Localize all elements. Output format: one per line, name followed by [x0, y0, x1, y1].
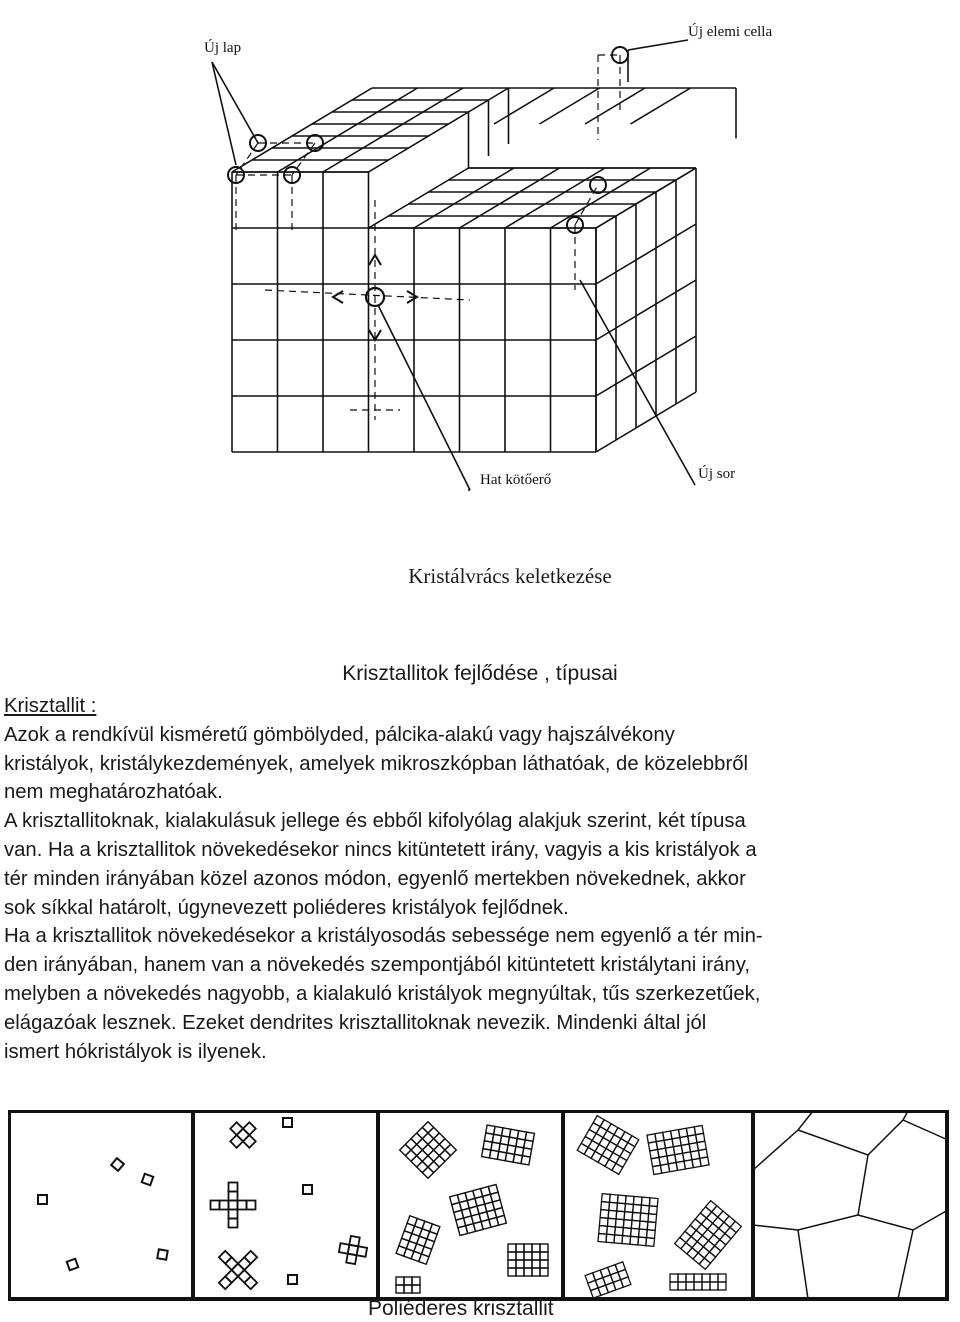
crystal-cell: [598, 1233, 607, 1242]
lattice-edge: [460, 168, 560, 228]
crystal-cell: [396, 1277, 404, 1285]
crystal-cell: [339, 1243, 349, 1253]
crystal-cell: [603, 1131, 614, 1142]
text-line: den irányában, hanem van a növekedés szempontjából kitüntetett kristálytani irány,: [4, 954, 750, 977]
crystal-cell: [691, 1230, 702, 1241]
crystal-cell: [630, 1236, 639, 1245]
crystal-cell: [584, 1147, 595, 1158]
crystal-cell: [613, 1146, 624, 1157]
grain-boundary: [798, 1111, 908, 1155]
crystal-cell: [632, 1212, 641, 1221]
crystal-cell: [422, 1144, 433, 1155]
crystal-cell: [532, 1260, 540, 1268]
crystal-cell: [599, 1138, 610, 1149]
crystal-cell: [428, 1127, 439, 1138]
grain-boundary: [753, 1155, 868, 1230]
crystal-cell: [540, 1260, 548, 1268]
crystal-cell: [695, 1213, 706, 1224]
crystal-lattice-figure: [170, 0, 810, 510]
crystal-cell: [540, 1252, 548, 1260]
crystal-cell: [607, 1124, 618, 1135]
lattice-edge: [596, 168, 696, 228]
crystal-cell: [346, 1254, 356, 1264]
crystal-cell: [678, 1282, 686, 1290]
crystal-cell: [610, 1135, 621, 1146]
crystal-cell: [357, 1246, 367, 1256]
crystal-cell: [706, 1201, 717, 1212]
crystal-cell: [714, 1228, 725, 1239]
crystal-cell: [508, 1268, 516, 1276]
dashed-guide: [575, 185, 598, 225]
lattice-edge: [369, 168, 469, 228]
lattice-edge: [540, 88, 600, 124]
figure-caption-polyhedral: Poliéderes krisztallit: [368, 1297, 554, 1320]
crystal-cell: [621, 1277, 631, 1287]
crystal-cell: [647, 1230, 656, 1239]
crystal-cell: [508, 1260, 516, 1268]
crystal-cell: [220, 1201, 229, 1210]
crystal-cell: [595, 1144, 606, 1155]
crystal-cell: [238, 1201, 247, 1210]
text-line: kristályok, kristálykezdemények, amelyek mikroszkópban láthatóak, de közelebbről: [4, 752, 748, 775]
crystal-cell: [588, 1140, 599, 1151]
crystal-cell: [693, 1253, 704, 1264]
nucleus: [111, 1158, 124, 1171]
crystal-cell: [439, 1139, 450, 1150]
crystal-cell: [730, 1221, 741, 1232]
crystal-cell: [702, 1274, 710, 1282]
label-new-row: Új sor: [698, 466, 736, 482]
crystal-cell: [709, 1246, 720, 1257]
leader-line: [580, 280, 695, 485]
crystal-cell: [670, 1282, 678, 1290]
term-krisztallit: Krisztallit :: [4, 695, 97, 717]
crystal-cell: [417, 1150, 428, 1161]
crystal-cell: [631, 1220, 640, 1229]
crystal-cell: [692, 1242, 703, 1253]
crystal-cell: [596, 1127, 607, 1138]
crystal-cell: [624, 1212, 633, 1221]
crystal-cell: [622, 1236, 631, 1245]
crystal-cell: [445, 1144, 456, 1155]
crystal-cell: [607, 1218, 616, 1227]
crystal-grain: [670, 1274, 726, 1290]
crystal-cell: [516, 1268, 524, 1276]
crystal-grain: [577, 1116, 639, 1175]
crystal-cell: [605, 1159, 616, 1170]
crystal-cell: [225, 1257, 238, 1270]
crystal-grain: [400, 1122, 457, 1179]
stage-panels: [9, 1111, 948, 1302]
label-six-bonds: Hat kötőerő: [480, 472, 552, 488]
crystal-grain: [396, 1216, 440, 1265]
crystal-cell: [631, 1228, 640, 1237]
crystal-cell: [247, 1201, 256, 1210]
crystal-cell: [686, 1274, 694, 1282]
crystal-cell: [641, 1197, 650, 1206]
crystal-cluster: [337, 1234, 368, 1265]
crystal-cell: [609, 1194, 618, 1203]
crystal-cell: [508, 1252, 516, 1260]
crystal-cell: [649, 1198, 658, 1207]
crystal-cell: [617, 1139, 628, 1150]
crystal-cell: [428, 1139, 439, 1150]
text-line: melyben a növekedés nagyobb, a kialakuló kristályok megnyúltak, tűs szerkezetűek,: [4, 982, 761, 1005]
figure-frame: [9, 1111, 947, 1299]
text-line: Azok a rendkívül kisméretű gömbölyded, pálcika-alakú vagy hajszálvékony: [4, 723, 675, 746]
crystal-cell: [516, 1260, 524, 1268]
crystal-cell: [349, 1236, 359, 1246]
arrow-head: [333, 291, 343, 303]
crystal-grain: [396, 1277, 420, 1293]
crystal-cell: [229, 1192, 238, 1201]
crystal-cell: [524, 1252, 532, 1260]
crystal-cell: [625, 1204, 634, 1213]
text-line: sok síkkal határolt, úgynevezett poliéderes kristályok fejlődnek.: [4, 896, 569, 919]
crystal-cell: [585, 1130, 596, 1141]
crystal-cell: [617, 1203, 626, 1212]
crystal-grain: [482, 1125, 535, 1165]
crystal-cell: [687, 1248, 698, 1259]
crystal-cell: [623, 1228, 632, 1237]
body-text: [4, 692, 954, 1066]
nucleus: [67, 1259, 79, 1271]
text-line: ismert hókristályok is ilyenek.: [4, 1040, 267, 1063]
crystal-cell: [400, 1144, 411, 1155]
nucleus: [283, 1118, 292, 1127]
crystal-cell: [422, 1156, 433, 1167]
crystal-cell: [638, 1237, 647, 1246]
crystal-cell: [238, 1257, 251, 1270]
crystal-cell: [621, 1132, 632, 1143]
crystal-cell: [230, 1122, 243, 1135]
crystal-cell: [685, 1225, 696, 1236]
crystal-cell: [680, 1231, 691, 1242]
crystal-cell: [577, 1143, 588, 1154]
crystal-cell: [439, 1150, 450, 1161]
lattice-edge: [596, 280, 696, 340]
crystal-cell: [707, 1212, 718, 1223]
crystal-cell: [581, 1136, 592, 1147]
crystal-cell: [718, 1282, 726, 1290]
crystal-cluster: [211, 1183, 256, 1228]
text-line: elágazóak lesznek. Ezeket dendrites krisztallitoknak nevezik. Mindenki által jól: [4, 1011, 707, 1034]
leader-line: [212, 62, 258, 143]
crystal-cell: [600, 1120, 611, 1131]
crystal-cell: [616, 1211, 625, 1220]
grain-boundary: [798, 1230, 808, 1299]
crystal-cell: [591, 1151, 602, 1162]
crystal-cell: [232, 1264, 245, 1277]
crystal-cell: [524, 1268, 532, 1276]
crystal-cell: [649, 1206, 658, 1215]
crystal-grain: [450, 1184, 507, 1235]
crystal-cell: [497, 1215, 507, 1225]
crystal-cell: [686, 1236, 697, 1247]
crystal-cell: [405, 1150, 416, 1161]
lattice-edge: [596, 392, 696, 452]
crystal-cell: [646, 1238, 655, 1247]
crystal-cell: [699, 1258, 710, 1269]
crystal-cell: [412, 1285, 420, 1293]
leader-line: [378, 305, 470, 490]
crystal-cell: [606, 1142, 617, 1153]
crystal-cell: [608, 1210, 617, 1219]
crystal-cell: [434, 1156, 445, 1167]
crystal-cell: [718, 1274, 726, 1282]
crystal-cell: [417, 1127, 428, 1138]
definition-term: [4, 692, 954, 721]
crystal-cell: [715, 1240, 726, 1251]
grain-boundary: [753, 1111, 813, 1170]
crystal-cell: [516, 1244, 524, 1252]
crystal-cell: [412, 1277, 420, 1285]
crystal-cell: [598, 1155, 609, 1166]
crystallization-stages-figure: [8, 1110, 958, 1305]
crystal-cell: [599, 1218, 608, 1227]
lattice-edge: [596, 224, 696, 284]
crystal-cell: [607, 1226, 616, 1235]
nucleus: [157, 1249, 167, 1259]
crystal-cell: [639, 1229, 648, 1238]
crystal-cell: [702, 1229, 713, 1240]
crystal-cell: [701, 1218, 712, 1229]
crystal-cell: [694, 1274, 702, 1282]
crystal-cell: [244, 1251, 257, 1264]
crystal-cell: [532, 1244, 540, 1252]
crystal-cell: [724, 1216, 735, 1227]
crystal-cell: [405, 1139, 416, 1150]
crystal-cell: [419, 1254, 429, 1264]
crystal-cell: [540, 1268, 548, 1276]
crystal-cell: [524, 1244, 532, 1252]
crystal-cell: [703, 1241, 714, 1252]
crystal-cell: [599, 1226, 608, 1235]
crystal-cell: [718, 1211, 729, 1222]
crystal-cell: [698, 1247, 709, 1258]
crystal-cell: [641, 1205, 650, 1214]
crystal-cell: [404, 1285, 412, 1293]
crystal-cell: [612, 1163, 623, 1174]
crystal-cell: [640, 1213, 649, 1222]
crystal-cell: [422, 1133, 433, 1144]
crystal-cell: [243, 1122, 256, 1135]
crystal-cell: [639, 1221, 648, 1230]
crystal-cell: [540, 1244, 548, 1252]
lattice-edge: [596, 336, 696, 396]
crystal-cell: [620, 1150, 631, 1161]
crystal-cell: [616, 1156, 627, 1167]
crystal-cell: [238, 1270, 251, 1283]
crystal-cell: [230, 1135, 243, 1148]
crystal-cell: [417, 1139, 428, 1150]
crystal-cell: [508, 1244, 516, 1252]
crystal-cell: [609, 1152, 620, 1163]
label-new-unit-cell: Új elemi cella: [688, 24, 773, 40]
crystal-cell: [428, 1161, 439, 1172]
crystal-cell: [219, 1251, 232, 1264]
crystal-cell: [647, 1222, 656, 1231]
crystal-cell: [600, 1210, 609, 1219]
lattice-drawing: [212, 40, 736, 490]
crystal-cell: [623, 1220, 632, 1229]
crystal-cell: [625, 1196, 634, 1205]
crystal-cell: [690, 1219, 701, 1230]
crystal-cell: [434, 1144, 445, 1155]
crystal-cell: [725, 1227, 736, 1238]
crystal-cell: [648, 1214, 657, 1223]
text-line: nem meghatározhatóak.: [4, 781, 223, 804]
crystal-cell: [601, 1202, 610, 1211]
crystal-cell: [712, 1206, 723, 1217]
crystal-cluster: [206, 1238, 270, 1302]
nucleus: [38, 1195, 47, 1204]
crystal-cell: [521, 1156, 530, 1165]
crystal-cell: [411, 1144, 422, 1155]
crystal-cell: [702, 1282, 710, 1290]
crystal-cell: [417, 1161, 428, 1172]
grain-boundary: [903, 1120, 948, 1140]
crystal-cell: [704, 1252, 715, 1263]
crystal-cell: [589, 1123, 600, 1134]
figure-caption-lattice: Kristálvrács keletkezése: [408, 564, 612, 588]
crystal-cell: [708, 1235, 719, 1246]
crystal-cell: [219, 1276, 232, 1289]
crystal-cell: [229, 1183, 238, 1192]
crystal-cell: [422, 1122, 433, 1133]
crystal-cell: [404, 1277, 412, 1285]
crystal-cell: [713, 1217, 724, 1228]
crystal-cell: [681, 1243, 692, 1254]
lattice-edge: [414, 168, 514, 228]
crystal-cell: [237, 1129, 250, 1142]
crystal-cell: [243, 1135, 256, 1148]
crystal-cell: [675, 1237, 686, 1248]
crystal-cell: [633, 1196, 642, 1205]
crystal-cell: [617, 1195, 626, 1204]
crystal-cell: [428, 1150, 439, 1161]
lattice-edge: [631, 88, 691, 124]
crystal-cell: [609, 1202, 618, 1211]
label-new-face: Új lap: [204, 40, 242, 56]
crystal-cell: [710, 1282, 718, 1290]
lattice-edge: [585, 88, 645, 124]
text-line: tér minden irányában közel azonos módon, egyenlő mertekben növekednek, akkor: [4, 867, 746, 890]
crystal-cell: [719, 1222, 730, 1233]
crystal-cell: [229, 1219, 238, 1228]
crystal-cell: [697, 1235, 708, 1246]
section-title: Krisztallitok fejlődése , típusai: [342, 662, 618, 685]
crystal-cluster: [224, 1116, 262, 1154]
crystal-cell: [700, 1207, 711, 1218]
crystal-cell: [211, 1201, 220, 1210]
crystal-cell: [606, 1234, 615, 1243]
crystal-cell: [593, 1116, 604, 1127]
crystal-cell: [615, 1227, 624, 1236]
crystal-cell: [708, 1223, 719, 1234]
crystal-cell: [602, 1194, 611, 1203]
leader-line: [212, 62, 236, 165]
crystal-cell: [670, 1274, 678, 1282]
leader-line: [628, 40, 688, 50]
crystal-cell: [696, 1224, 707, 1235]
text-line: A krisztallitoknak, kialakulásuk jellege és ebből kifolyólag alakjuk szerint, két típusa: [4, 810, 746, 833]
crystal-cell: [686, 1282, 694, 1290]
crystal-cell: [411, 1156, 422, 1167]
crystal-cell: [602, 1148, 613, 1159]
crystal-cell: [694, 1282, 702, 1290]
crystal-cell: [225, 1270, 238, 1283]
crystal-cell: [614, 1235, 623, 1244]
crystal-cell: [720, 1234, 731, 1245]
crystal-cell: [524, 1260, 532, 1268]
crystal-grain: [647, 1125, 709, 1174]
crystal-cell: [624, 1143, 635, 1154]
crystal-cell: [411, 1133, 422, 1144]
crystal-cell: [244, 1276, 257, 1289]
crystal-grain: [675, 1201, 742, 1270]
crystal-cell: [633, 1204, 642, 1213]
crystal-cell: [422, 1167, 433, 1178]
nucleus: [142, 1174, 154, 1186]
grain-boundary: [898, 1230, 913, 1299]
crystal-cell: [229, 1201, 238, 1210]
text-line: van. Ha a krisztallitok növekedésekor nincs kitüntetett irány, vagyis a kis kristályok a: [4, 838, 757, 861]
crystal-cell: [396, 1285, 404, 1293]
crystal-cell: [532, 1252, 540, 1260]
grain-boundary: [858, 1210, 948, 1230]
text-line: Ha a krisztallitok növekedésekor a kristályosodás sebessége nem egyenlő a tér min-: [4, 925, 763, 948]
crystal-grain: [585, 1262, 631, 1298]
nucleus: [303, 1185, 312, 1194]
crystal-cell: [615, 1219, 624, 1228]
crystal-cell: [592, 1134, 603, 1145]
crystal-cell: [229, 1210, 238, 1219]
crystal-cell: [678, 1274, 686, 1282]
crystal-cell: [614, 1128, 625, 1139]
crystal-cell: [700, 1157, 709, 1166]
crystal-cell: [532, 1268, 540, 1276]
crystal-cell: [628, 1136, 639, 1147]
nucleus: [288, 1275, 297, 1284]
crystal-cell: [434, 1133, 445, 1144]
crystal-grain: [598, 1194, 658, 1247]
crystal-cell: [516, 1252, 524, 1260]
lattice-edge: [494, 88, 554, 124]
crystal-grain: [508, 1244, 548, 1276]
crystal-cell: [710, 1274, 718, 1282]
